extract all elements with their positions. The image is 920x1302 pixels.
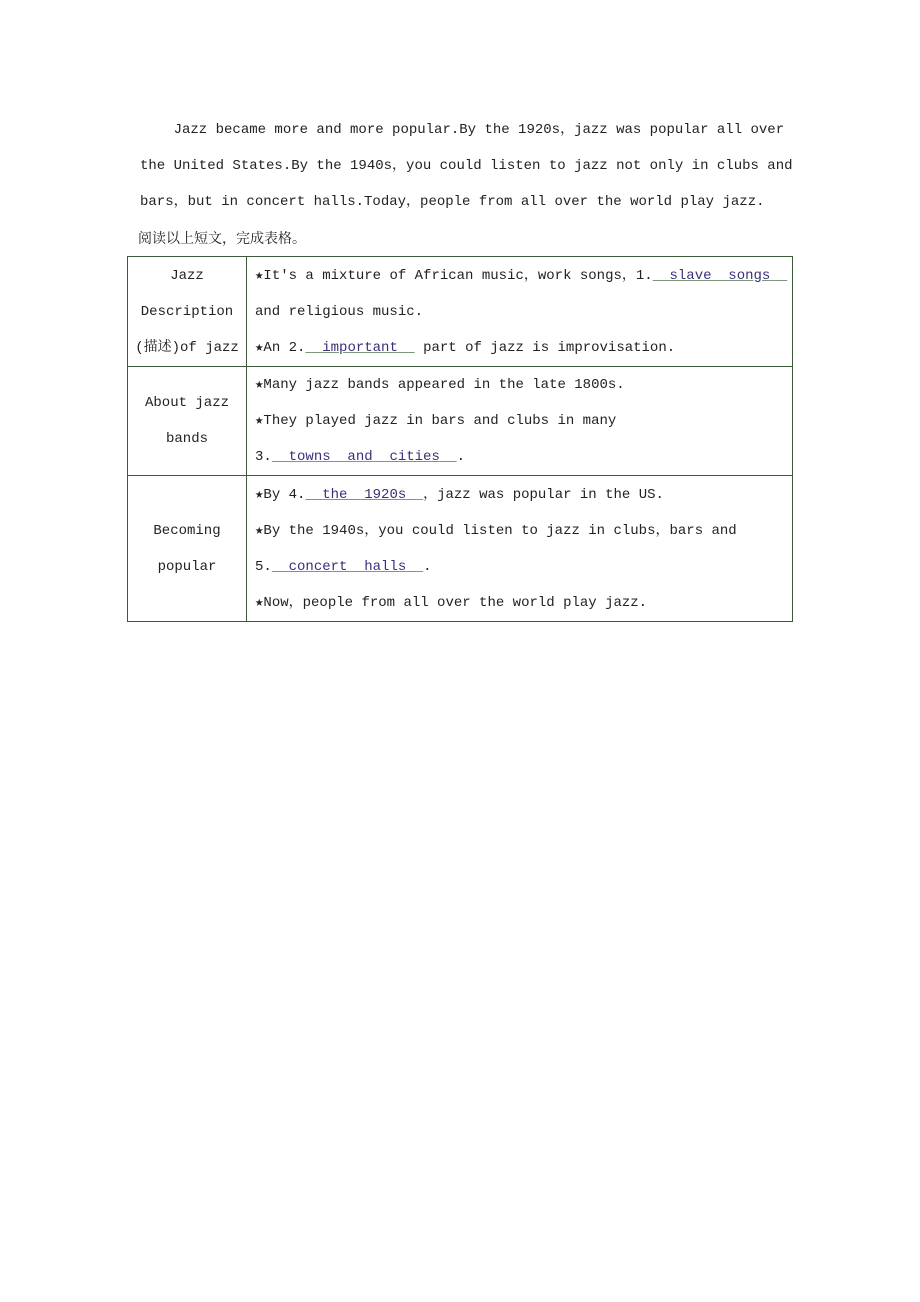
row-content bbox=[247, 476, 793, 622]
passage-line: the United States.By the 1940s，you could listen to jazz not only in clubs and bbox=[140, 158, 793, 174]
table-row bbox=[128, 476, 793, 622]
text: 3. bbox=[255, 449, 272, 465]
header-line: Jazz bbox=[170, 267, 204, 284]
row-content bbox=[247, 367, 793, 476]
row-header bbox=[128, 476, 247, 622]
header-line: (描述)of jazz bbox=[135, 339, 239, 356]
header-line: Description bbox=[140, 303, 234, 320]
table-row bbox=[128, 257, 793, 367]
content-line bbox=[255, 477, 792, 513]
text: . bbox=[456, 449, 466, 465]
answer-4: the 1920s bbox=[322, 486, 407, 503]
text: ，jazz was popular in the US. bbox=[423, 486, 664, 503]
header-line: popular bbox=[157, 558, 217, 575]
content-line bbox=[255, 439, 792, 475]
text: . bbox=[423, 558, 432, 575]
content-line bbox=[255, 330, 792, 366]
row-header bbox=[128, 367, 247, 476]
answer-1: slave songs bbox=[669, 267, 771, 284]
answer-2: important bbox=[322, 339, 398, 356]
header-line: bands bbox=[165, 431, 208, 447]
instruction: 阅读以上短文，完成表格。 bbox=[138, 231, 306, 247]
content-line: ★Many jazz bands appeared in the late 1800s. bbox=[255, 377, 625, 393]
content-line: ★Now，people from all over the world play jazz. bbox=[255, 594, 648, 611]
table-row bbox=[128, 367, 793, 476]
content-line: and religious music. bbox=[255, 303, 424, 320]
content-line: ★They played jazz in bars and clubs in many bbox=[255, 413, 617, 429]
text: 5. bbox=[255, 558, 272, 575]
content-line bbox=[255, 549, 792, 585]
text: ★It's a mixture of African music，work songs，1. bbox=[255, 267, 653, 284]
row-content bbox=[247, 257, 793, 367]
row-header bbox=[128, 257, 247, 367]
jazz-table bbox=[127, 256, 793, 622]
passage-line: bars，but in concert halls.Today，people from all over the world play jazz. bbox=[140, 194, 765, 210]
text: ★By 4. bbox=[255, 486, 306, 503]
passage-line: Jazz became more and more popular.By the 1920s，jazz was popular all over bbox=[140, 122, 785, 138]
answer-3: towns and cities bbox=[288, 449, 440, 465]
header-line: Becoming bbox=[153, 522, 221, 539]
text: part of jazz is improvisation. bbox=[414, 339, 676, 356]
answer-5: concert halls bbox=[288, 558, 407, 575]
header-line: About jazz bbox=[144, 395, 229, 411]
content-line: ★By the 1940s，you could listen to jazz in clubs，bars and bbox=[255, 522, 737, 539]
content-line bbox=[255, 258, 792, 294]
text: ★An 2. bbox=[255, 339, 306, 356]
